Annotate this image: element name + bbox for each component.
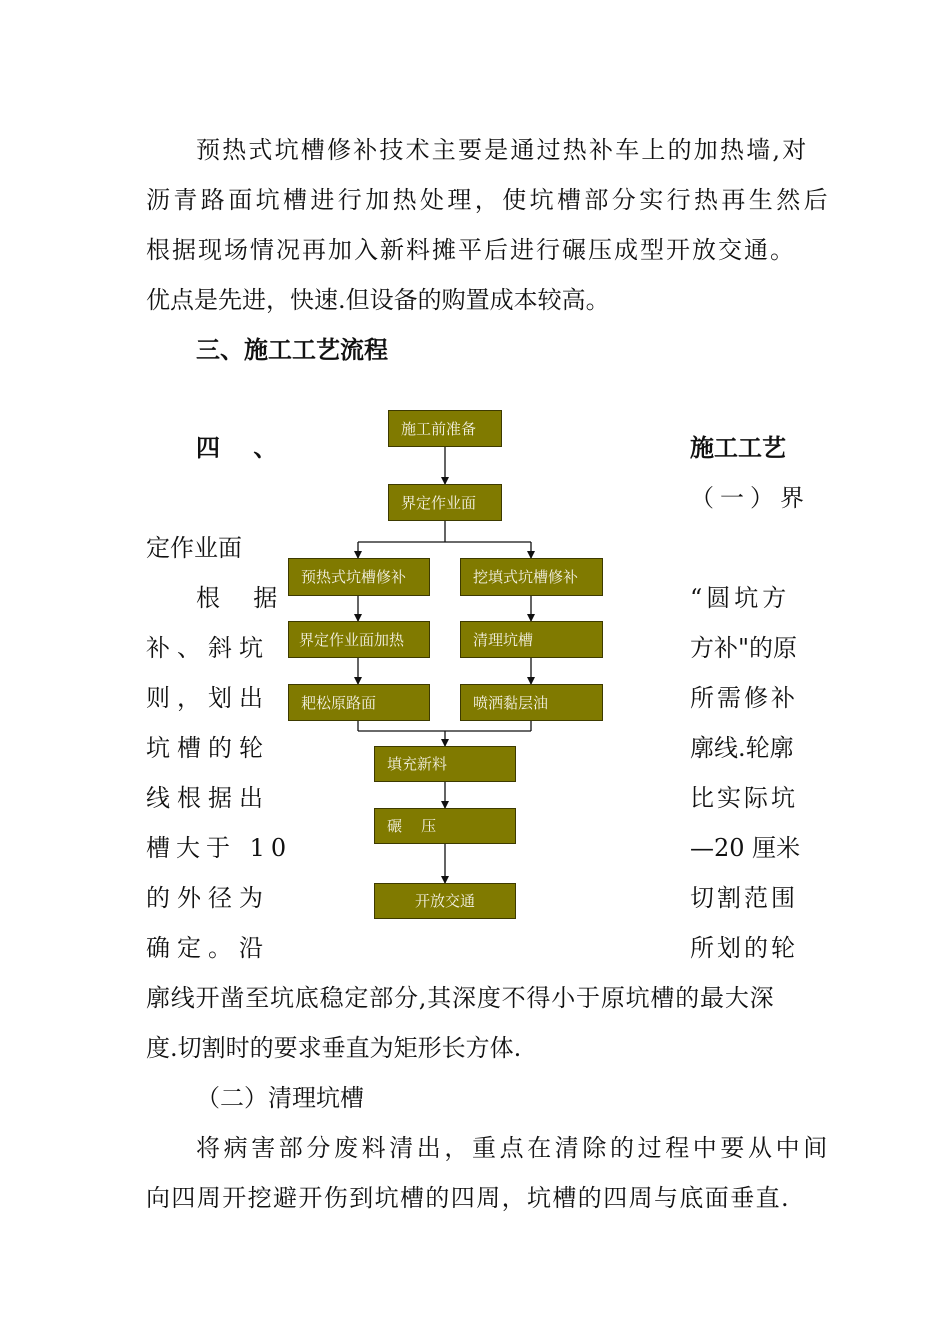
paragraph-4-line-1: 将病害部分废料清出，重点在清除的过程中要从中间 (196, 1134, 831, 1162)
paragraph-1-line-1: 预热式坑槽修补技术主要是通过热补车上的加热墙,对 (196, 136, 809, 164)
wrap-left-line-1: 根 据 (196, 584, 284, 612)
paragraph-3-line-2: 度.切割时的要求垂直为矩形长方体. (146, 1034, 522, 1062)
wrap-right-line-2: 方补"的原 (690, 634, 798, 662)
flow-node-clean: 清理坑槽 (460, 621, 603, 658)
flow-node-open: 开放交通 (374, 883, 516, 919)
heading-section-4-right: 施工工艺 (690, 434, 786, 462)
wrap-right-line-4: 廓线.轮廓 (690, 734, 794, 762)
wrap-left-line-2: 补、斜坑 (146, 634, 270, 662)
wrap-left-line-7: 的外径为 (146, 884, 270, 912)
flow-node-loosen: 耙松原路面 (288, 684, 430, 721)
wrap-right-line-3: 所需修补 (690, 684, 798, 712)
wrap-right-line-8: 所划的轮 (690, 934, 798, 962)
section-1-title-part-2: 定作业面 (146, 534, 242, 562)
wrap-right-line-6: —20 厘米 (690, 834, 801, 862)
wrap-left-line-4: 坑槽的轮 (146, 734, 270, 762)
paragraph-1-line-4: 优点是先进，快速.但设备的购置成本较高。 (146, 286, 610, 314)
wrap-right-line-1: “圆坑方 (690, 584, 791, 612)
flow-node-define: 界定作业面 (388, 484, 502, 521)
flow-node-spray: 喷洒黏层油 (460, 684, 603, 721)
wrap-left-line-3: 则，划出 (146, 684, 270, 712)
paragraph-1-line-3: 根据现场情况再加入新料摊平后进行碾压成型开放交通。 (146, 236, 796, 264)
flow-node-fill: 填充新料 (374, 746, 516, 782)
wrap-left-line-5: 线根据出 (146, 784, 270, 812)
section-2-title: （二）清理坑槽 (196, 1084, 364, 1112)
flow-node-prep: 施工前准备 (388, 410, 502, 447)
paragraph-1-line-2: 沥青路面坑槽进行加热处理，使坑槽部分实行热再生然后 (146, 186, 831, 214)
wrap-left-line-6: 槽大于 10 (146, 834, 293, 862)
wrap-right-line-5: 比实际坑 (690, 784, 798, 812)
wrap-left-line-8: 确定。沿 (146, 934, 270, 962)
flow-node-heat: 界定作业面加热 (288, 621, 430, 658)
heading-section-3: 三、施工工艺流程 (196, 336, 388, 364)
heading-section-4-left: 四 、 (196, 434, 278, 462)
paragraph-4-line-2: 向四周开挖避开伤到坑槽的四周，坑槽的四周与底面垂直. (146, 1184, 791, 1212)
flow-node-dig: 挖填式坑槽修补 (460, 558, 603, 596)
flow-node-compact: 碾 压 (374, 808, 516, 844)
flow-node-preheat: 预热式坑槽修补 (288, 558, 430, 596)
wrap-right-line-7: 切割范围 (690, 884, 798, 912)
paragraph-3-line-1: 廓线开凿至坑底稳定部分,其深度不得小于原坑槽的最大深 (146, 984, 775, 1012)
section-1-title-part-1: （一）界 (690, 484, 810, 512)
